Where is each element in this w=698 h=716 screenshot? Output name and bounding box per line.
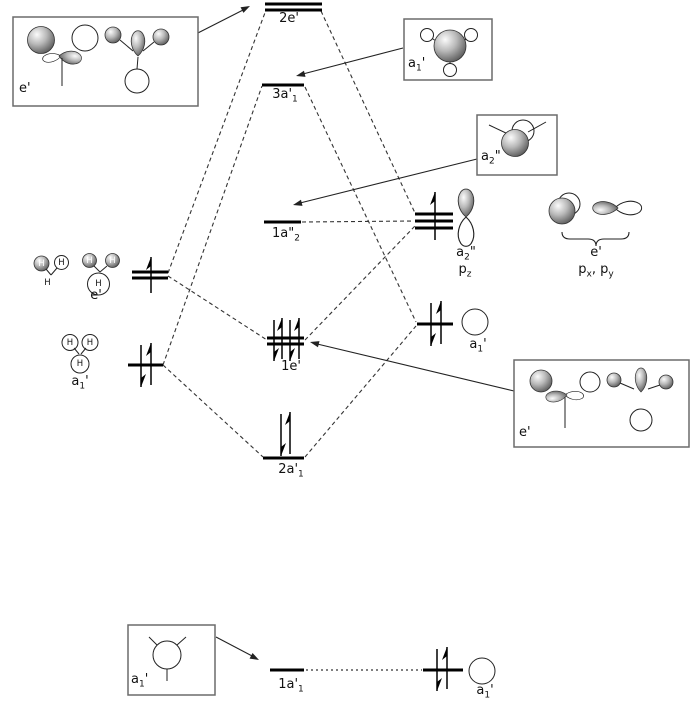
pointer-arrows: [190, 3, 514, 663]
h3-e-level-bars: [132, 272, 168, 278]
label-box-top-left-e: e': [19, 81, 31, 96]
correlation-lines: [163, 10, 422, 670]
label-box-top-a1: $a_1'$: [408, 56, 426, 74]
label-1e: 1e': [281, 359, 301, 374]
label-box-right-e: e': [519, 425, 531, 440]
h-atom-label: H: [44, 277, 51, 288]
label-2e: 2e': [279, 11, 299, 26]
h-atom-label: H: [76, 358, 84, 369]
h-atom-label: H: [66, 337, 74, 348]
h3-e-pictures: [34, 254, 120, 296]
h-atom-label: H: [58, 257, 65, 268]
brace: [562, 232, 629, 246]
h-atom-label: H: [86, 255, 93, 266]
label-atom-s-a1: $a_1'$: [469, 337, 487, 355]
label-1a1: $1a'_1$: [278, 677, 304, 695]
label-atom-pz: $p_z$: [458, 262, 472, 280]
label-atom-pxpy: $p_x$, $p_y$: [578, 262, 614, 280]
atom-pz-picture: [458, 189, 474, 246]
label-atom-a2pp: $a_2$": [456, 245, 476, 263]
mo-level-2e-bars: [265, 4, 322, 10]
h-atom-label: H: [95, 278, 102, 289]
atom-s-picture: [462, 309, 488, 335]
h-atom-label: H: [38, 258, 45, 269]
atom-pxpy-picture: [549, 193, 642, 246]
label-h3-a1: $a_1'$: [71, 374, 89, 392]
h-atom-label: H: [109, 255, 116, 266]
label-3a1: $3a'_1$: [272, 87, 298, 105]
label-2a1: $2a'_1$: [278, 462, 304, 480]
label-1a2: $1a"_2$: [272, 226, 300, 244]
label-atom-core-a1: $a_1'$: [476, 683, 494, 701]
label-h3-e: e': [90, 288, 102, 303]
label-atom-e: e': [590, 245, 602, 260]
h-atom-label: H: [86, 337, 94, 348]
label-box-bottom-a1: $a_1'$: [131, 672, 149, 690]
electron-arrows: [141, 192, 447, 691]
atom-core-picture: [469, 658, 495, 684]
label-box-a2pp: $a_2$": [481, 149, 501, 167]
atom-p-level-bars: [415, 214, 453, 228]
